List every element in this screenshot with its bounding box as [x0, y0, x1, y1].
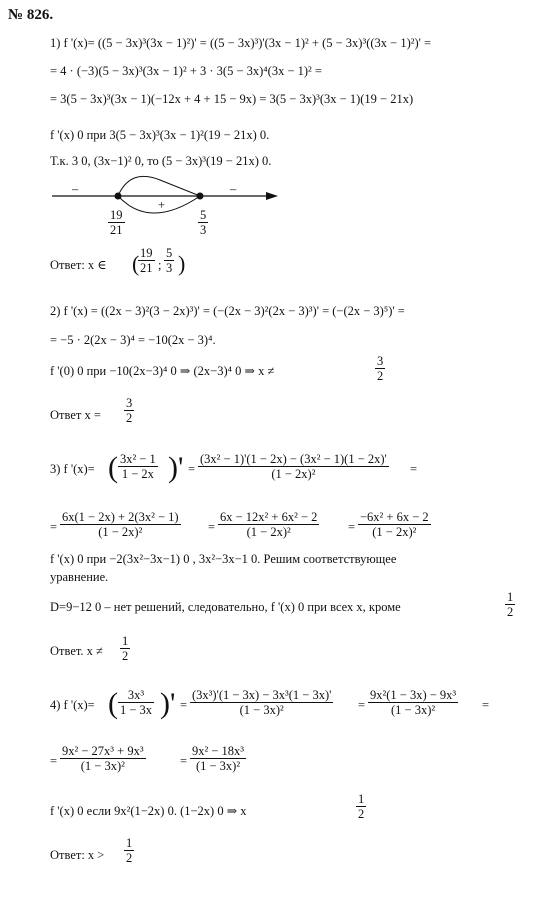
p3-frac-2: $\frac{\text{6x(1 − 2x) + 2(3x² − 1)}}{\text{(1 − 2x)²}}$ [62, 510, 179, 539]
p4-frac-2: $\frac{\text{9x²(1 − 3x) − 9x³}}{\text{(1 − 3x)²}}$ [370, 688, 457, 717]
sign-right: – [230, 182, 237, 196]
eq: = [208, 520, 216, 534]
eq: = [410, 462, 418, 476]
p3-condition: f '(x) 0 при −2(3x²−3x−1) 0 , 3x²−3x−1 0. Решим соответствующее [50, 552, 397, 566]
eq: = [180, 754, 188, 768]
p3-prefix: 3) f '(x)= [50, 462, 95, 476]
p3-frac-half: $\frac{1}{2}$ [507, 590, 514, 619]
point-5-3 [197, 193, 204, 200]
p1-line-3: = 3(5 − 3x)³(3x − 1)(−12x + 4 + 15 − 9x) = 3(5 − 3x)³(3x − 1)(19 − 21x) [50, 92, 414, 106]
p3-answer-label: Ответ. x ≠ [50, 644, 103, 658]
problem-number: № 826. [8, 7, 54, 23]
p3-frac-3: $\frac{\text{6x − 12x² + 6x² − 2}}{\text{(1 − 2x)²}}$ [220, 510, 318, 539]
p4-condition: f '(x) 0 если 9x²(1−2x) 0. (1−2x) 0 ⇒ x [50, 804, 247, 818]
p1-line-1: 1) f '(x)= ((5 − 3x)³(3x − 1)²)' = ((5 − 3x)³)'(3x − 1)² + (5 − 3x)³((3x − 1)²)' = [50, 36, 432, 50]
p3-frac-4: $\frac{\text{−6x² + 6x − 2}}{\text{(1 − 2x)²}}$ [360, 510, 429, 539]
p4-frac-4: $\frac{\text{9x² − 18x³}}{\text{(1 − 3x)²}}$ [192, 744, 245, 773]
paren-r: )' [168, 451, 184, 484]
p3-frac-1: $\frac{\text{(3x² − 1)'(1 − 2x) − (3x² − 1)(1 − 2x)'}}{\text{(1 − 2x)²}}$ [200, 452, 387, 481]
p4-frac-0: $\frac{\text{3x³}}{1 - 3x}$ [120, 688, 153, 717]
p2-line-3: f '(0) 0 при −10(2x−3)⁴ 0 ⇒ (2x−3)⁴ 0 ⇒ x ≠ [50, 364, 275, 378]
p2-line-1: 2) f '(x) = ((2x − 3)²(3 − 2x)³)' = (−(2x − 3)²(2x − 3)³)' = (−(2x − 3)⁵)' = [50, 304, 405, 318]
bracket-right: ) [178, 251, 186, 276]
semicolon: ; [158, 258, 162, 272]
p3-frac-0: $\frac{\text{3x² − 1}}{1 - 2x}$ [120, 452, 156, 481]
p3-discriminant: D=9−12 0 – нет решений, следовательно, f '(x) 0 при всех x, кроме [50, 600, 401, 614]
p2-line-2: = −5 · 2(2x − 3)⁴ = −10(2x − 3)⁴. [50, 333, 216, 347]
p3-word: уравнение. [50, 570, 109, 584]
eq: = [188, 462, 196, 476]
p2-answer-label: Ответ x = [50, 408, 101, 422]
p4-frac-1: $\frac{\text{(3x³)'(1 − 3x) − 3x³(1 − 3x)'}}{\text{(1 − 3x)²}}$ [192, 688, 332, 717]
p4-frac-half: $\frac{1}{2}$ [358, 792, 365, 821]
eq: = [50, 754, 58, 768]
p1-answer-frac-1: $\frac{19}{21}$ [140, 246, 153, 275]
bracket-left: ( [132, 251, 140, 276]
p4-answer-frac: $\frac{1}{2}$ [126, 836, 133, 865]
p1-answer-frac-2: $\frac{5}{3}$ [166, 246, 173, 275]
axis-point-5-3: $\frac{5}{3}$ [200, 208, 207, 237]
eq: = [180, 698, 188, 712]
p1-condition: f '(x) 0 при 3(5 − 3x)³(3x − 1)²(19 − 21x) 0. [50, 128, 270, 142]
eq: = [348, 520, 356, 534]
p1-reasoning: Т.к. 3 0, (3x−1)² 0, то (5 − 3x)³(19 − 21x) 0. [50, 154, 272, 168]
p1-answer-label: Ответ: x ∈ [50, 258, 107, 272]
eq: = [358, 698, 366, 712]
p4-prefix: 4) f '(x)= [50, 698, 95, 712]
p2-frac-3-2: $\frac{3}{2}$ [377, 354, 384, 383]
paren-r: )' [160, 687, 176, 720]
eq: = [482, 698, 490, 712]
eq: = [50, 520, 58, 534]
axis-point-19-21: $\frac{19}{21}$ [110, 208, 123, 237]
paren-l: ( [108, 451, 118, 484]
p2-answer-frac: $\frac{3}{2}$ [126, 396, 133, 425]
paren-l: ( [108, 687, 118, 720]
sign-mid: + [158, 198, 166, 212]
sign-left: – [72, 182, 79, 196]
p4-frac-3: $\frac{\text{9x² − 27x³ + 9x³}}{\text{(1 − 3x)²}}$ [62, 744, 144, 773]
p1-line-2: = 4 · (−3)(5 − 3x)³(3x − 1)² + 3 · 3(5 − 3x)⁴(3x − 1)² = [50, 64, 322, 78]
p3-answer-frac: $\frac{1}{2}$ [122, 634, 129, 663]
p4-answer-label: Ответ: x > [50, 848, 105, 862]
point-19-21 [115, 193, 122, 200]
